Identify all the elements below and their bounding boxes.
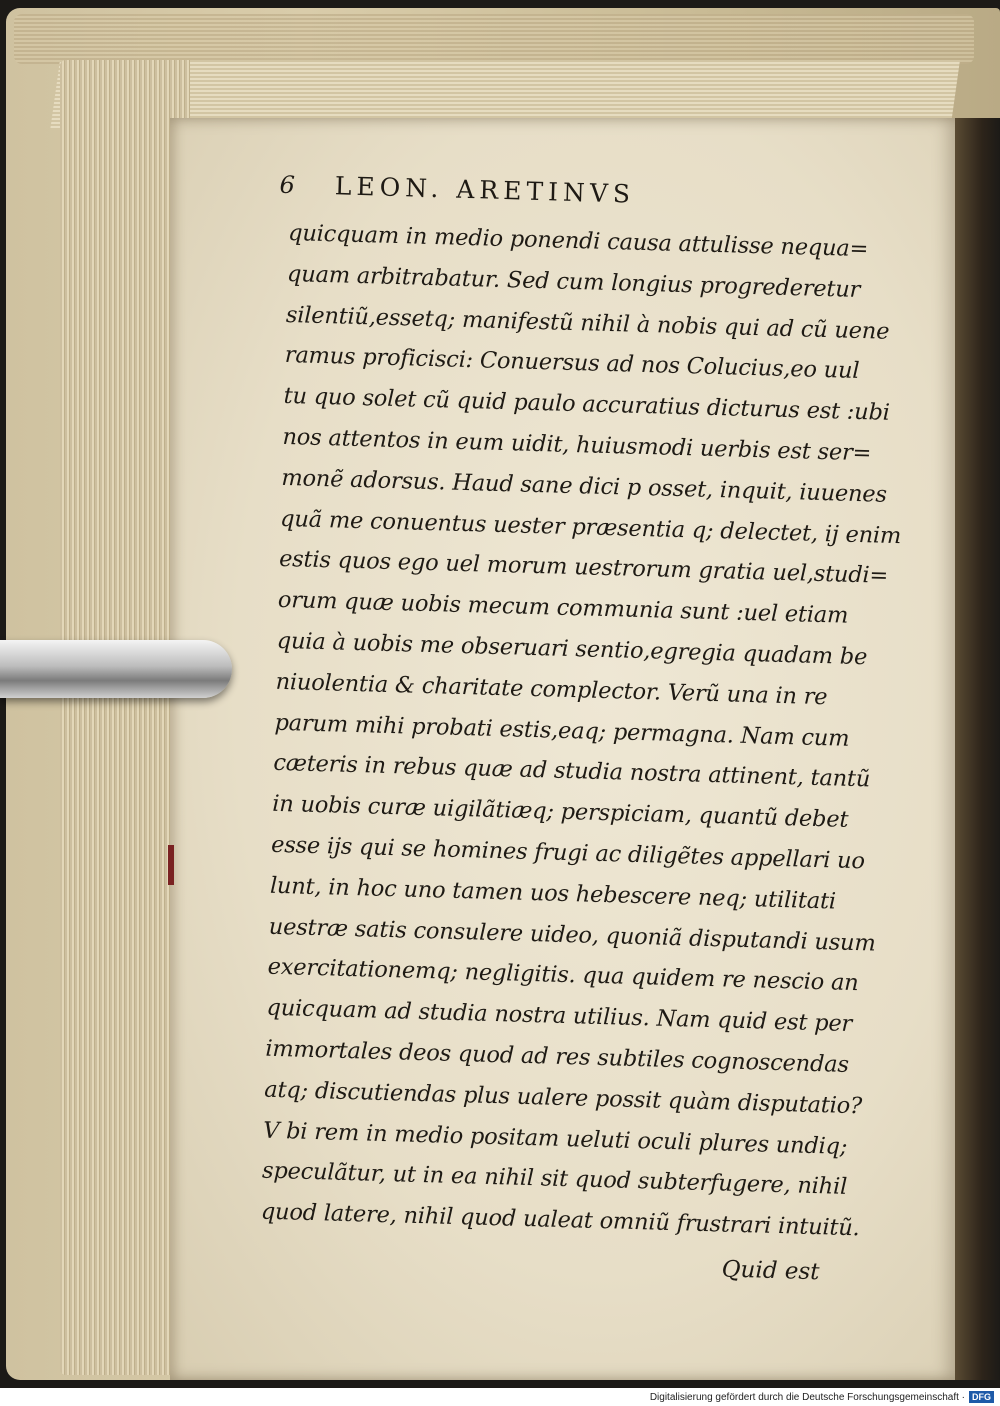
- text-line: V bi rem in medio positam ueluti oculi plures undiq;: [262, 1117, 848, 1160]
- text-line: in uobis curæ uigilãtiæq; perspiciam, quantũ debet: [271, 790, 849, 833]
- text-line: cæteris in rebus quæ ad studia nostra attinent, tantũ: [273, 750, 871, 793]
- text-line: quam arbitrabatur. Sed cum longius progrederetur: [286, 260, 861, 303]
- catchword: Quid est: [721, 1256, 820, 1286]
- text-lines: [260, 213, 902, 1249]
- text-line: esse ijs qui se homines frugi ac diligẽtes appellari uo: [270, 831, 866, 875]
- text-line: orum quæ uobis mecum communia sunt :uel etiam: [277, 587, 849, 629]
- text-line: tu quo solet cũ quid paulo accuratius dicturus est :ubi: [283, 383, 891, 427]
- text-line: speculãtur, ut in ea nihil sit quod subterfugere, nihil: [261, 1157, 848, 1201]
- text-line: parum mihi probati estis,eaq; permagna. Nam cum: [274, 709, 850, 752]
- text-line: quia à uobis me obseruari sentio,egregia quadam be: [276, 627, 868, 671]
- text-line: quicquam ad studia nostra utilius. Nam quid est per: [266, 994, 853, 1038]
- page-number: 6: [279, 170, 296, 200]
- dfg-logo: DFG: [969, 1391, 994, 1403]
- text-line: lunt, in hoc uno tamen uos hebescere neq; utilitati: [269, 872, 837, 915]
- text-line: immortales deos quod ad res subtiles cognoscendas: [265, 1035, 850, 1078]
- red-bookmark-ribbon: [168, 845, 174, 885]
- text-line: monẽ adorsus. Haud sane dici p osset, inquit, iuuenes: [281, 464, 888, 508]
- text-line: atq; discutiendas plus ualere possit quàm disputatio?: [263, 1076, 863, 1120]
- text-line: silentiũ,essetq; manifestũ nihil à nobis qui ad cũ uene: [285, 301, 890, 345]
- text-line: estis quos ego uel morum uestrorum gratia uel,studi=: [278, 546, 889, 590]
- text-line: ramus proficisci: Conuersus ad nos Colucius,eo uul: [284, 342, 860, 385]
- text-line: quicquam in medio ponendi causa attulisse nequa=: [287, 219, 869, 263]
- page-clamp: [0, 640, 232, 698]
- digitization-footer: [0, 1388, 1000, 1406]
- page-gutter-shadow: [955, 118, 1000, 1380]
- footer-credit: Digitalisierung gefördert durch die Deutsche Forschungsgemeinschaft ·: [649, 1391, 965, 1403]
- text-line: quod latere, nihil quod ualeat omniũ frustrari intuitũ.: [260, 1198, 860, 1242]
- text-line: quã me conuentus uester præsentia q; delectet, ij enim: [279, 505, 902, 549]
- page-text: [259, 170, 902, 1293]
- text-line: nos attentos in eum uidit, huiusmodi uerbis est ser=: [282, 423, 872, 467]
- text-line: exercitationemq; negligitis. qua quidem re nescio an: [267, 954, 859, 997]
- running-title: LEON. ARETINVS: [334, 171, 636, 209]
- text-line: niuolentia & charitate complector. Verũ una in re: [275, 668, 828, 710]
- text-line: uestræ satis consulere uideo, quoniã disputandi usum: [268, 913, 876, 957]
